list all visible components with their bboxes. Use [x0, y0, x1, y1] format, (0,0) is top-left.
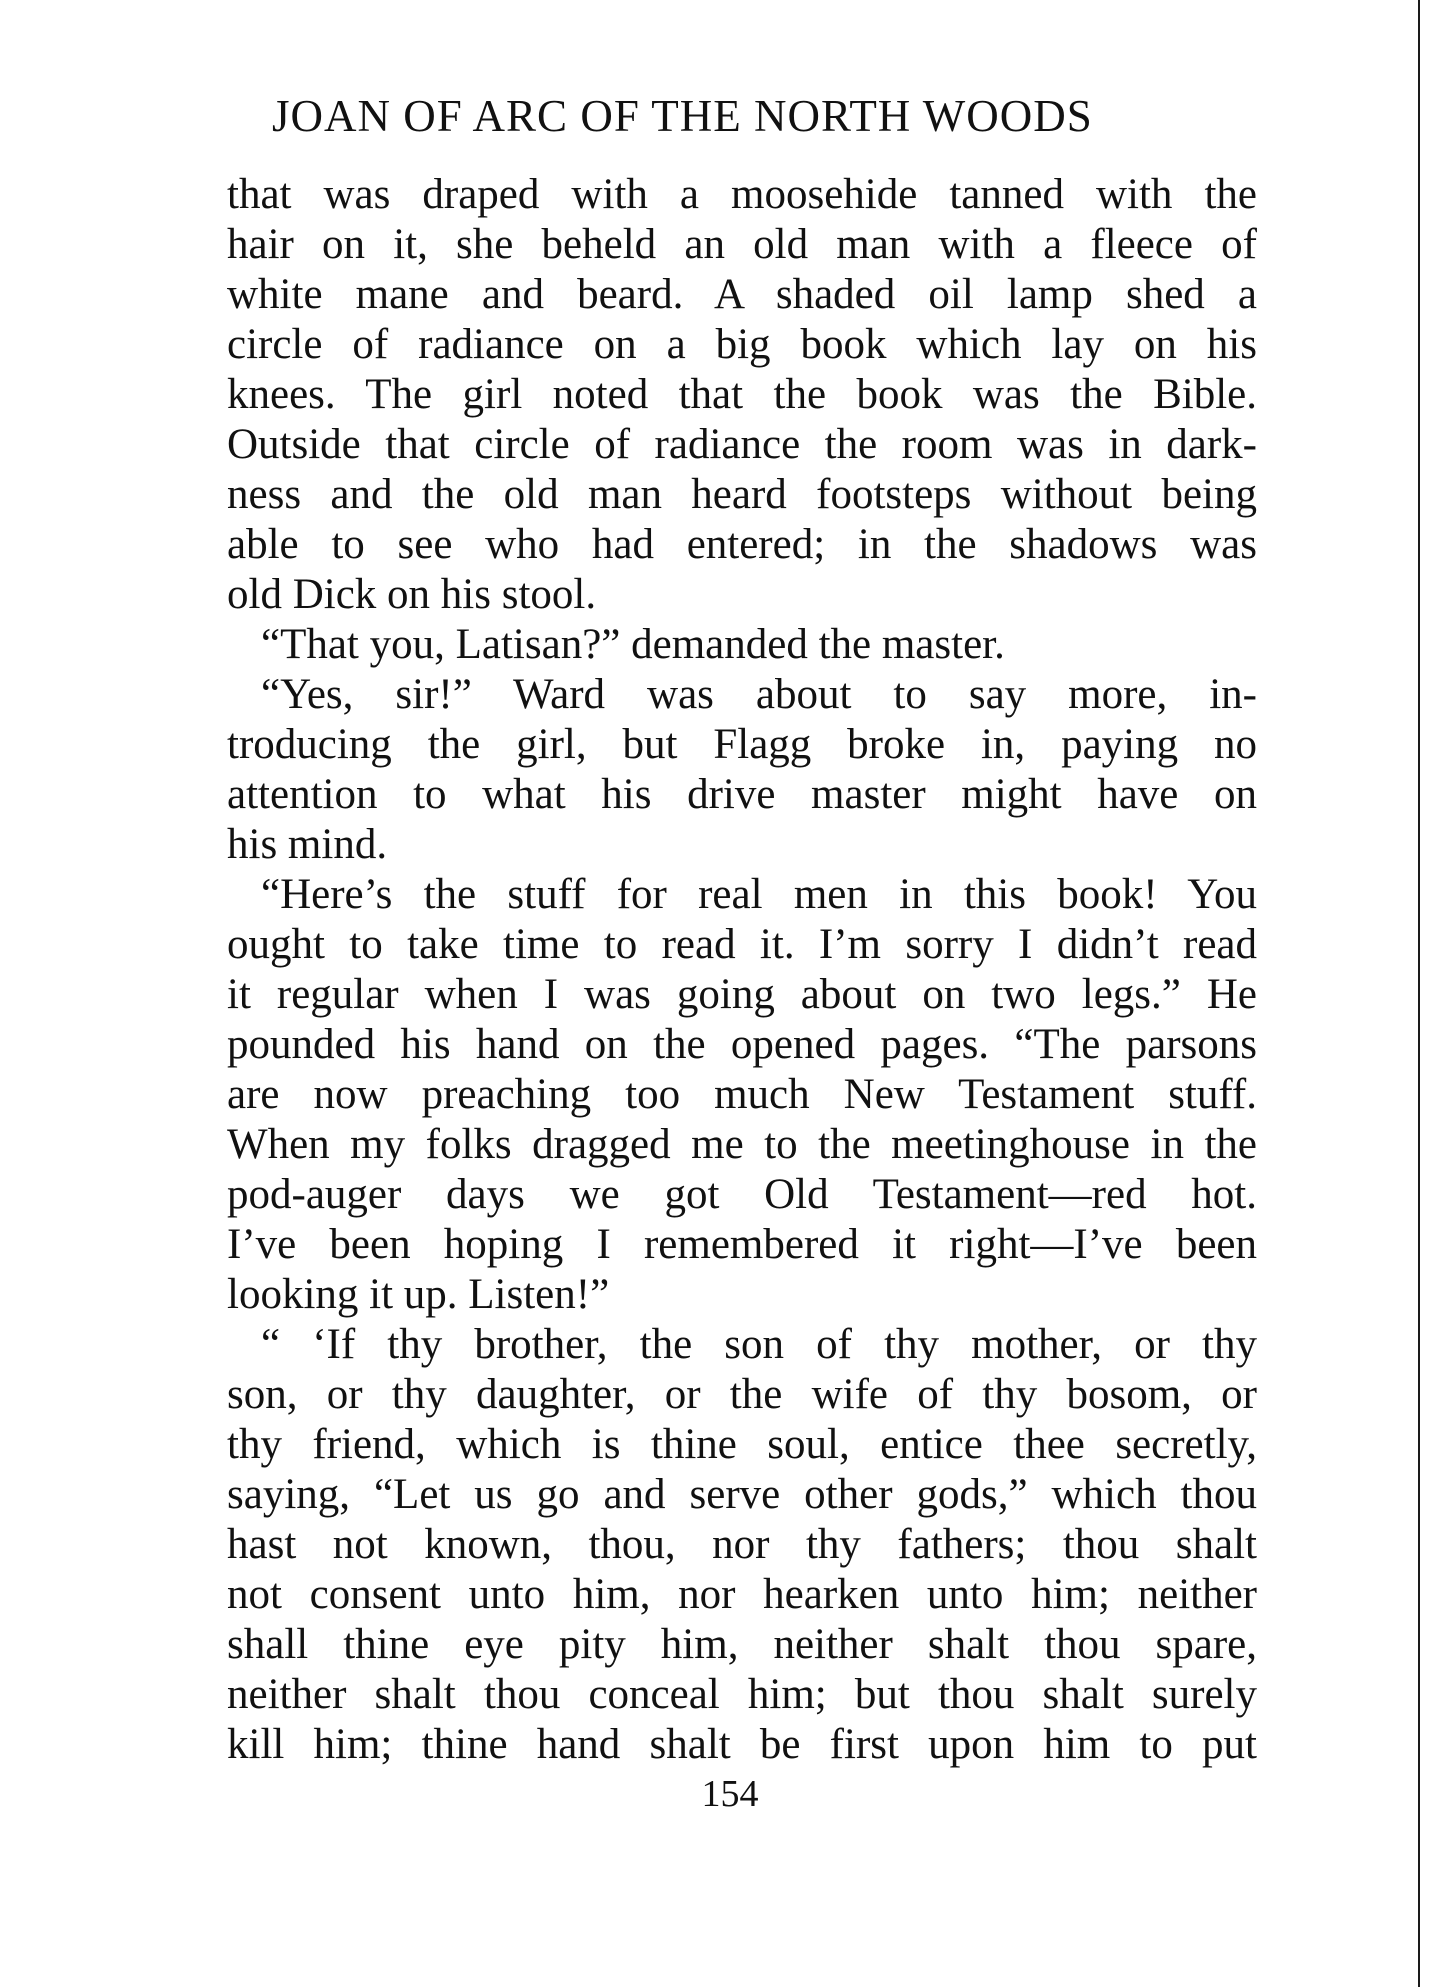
- text-line: pod-auger days we got Old Testament—red hot.: [227, 1171, 1257, 1218]
- page-number: 154: [701, 1773, 759, 1815]
- text-line: “Yes, sir!” Ward was about to say more, in-: [261, 671, 1257, 718]
- text-line: ought to take time to read it. I’m sorry I didn’t read: [227, 921, 1257, 968]
- text-line: not consent unto him, nor hearken unto him; neither: [227, 1571, 1257, 1618]
- text-line: able to see who had entered; in the shadows was: [227, 521, 1257, 568]
- text-line: neither shalt thou conceal him; but thou shalt surely: [227, 1671, 1257, 1718]
- text-line: son, or thy daughter, or the wife of thy bosom, or: [227, 1371, 1257, 1418]
- text-line: saying, “Let us go and serve other gods,” which thou: [227, 1471, 1257, 1518]
- text-line: looking it up. Listen!”: [227, 1271, 610, 1318]
- text-line: old Dick on his stool.: [227, 571, 597, 618]
- text-line: his mind.: [227, 821, 388, 868]
- text-line: are now preaching too much New Testament stuff.: [227, 1071, 1257, 1118]
- body-text: [227, 170, 1257, 1770]
- text-line: circle of radiance on a big book which lay on his: [227, 321, 1257, 368]
- text-line: kill him; thine hand shalt be first upon him to put: [227, 1721, 1257, 1768]
- page-edge-line: [1418, 0, 1420, 1987]
- text-line: “ ‘If thy brother, the son of thy mother, or thy: [261, 1321, 1257, 1368]
- running-title: JOAN OF ARC OF THE NORTH WOODS: [272, 91, 1093, 141]
- text-line: “Here’s the stuff for real men in this book! You: [261, 871, 1257, 918]
- text-line: “That you, Latisan?” demanded the master.: [261, 621, 1005, 668]
- text-line: hair on it, she beheld an old man with a fleece of: [227, 221, 1257, 268]
- text-line: white mane and beard. A shaded oil lamp shed a: [227, 271, 1257, 318]
- text-line: ness and the old man heard footsteps without being: [227, 471, 1257, 518]
- text-line: attention to what his drive master might have on: [227, 771, 1257, 818]
- text-line: knees. The girl noted that the book was the Bible.: [227, 371, 1257, 418]
- text-line: troducing the girl, but Flagg broke in, paying no: [227, 721, 1257, 768]
- text-line: it regular when I was going about on two legs.” He: [227, 971, 1257, 1018]
- text-line: pounded his hand on the opened pages. “The parsons: [227, 1021, 1257, 1068]
- text-line: hast not known, thou, nor thy fathers; thou shalt: [227, 1521, 1257, 1568]
- text-line: Outside that circle of radiance the room was in dark-: [227, 421, 1257, 468]
- text-line: thy friend, which is thine soul, entice thee secretly,: [227, 1421, 1257, 1468]
- text-line: that was draped with a moosehide tanned with the: [227, 171, 1257, 218]
- text-line: When my folks dragged me to the meetinghouse in the: [227, 1121, 1257, 1168]
- text-line: shall thine eye pity him, neither shalt thou spare,: [227, 1621, 1257, 1668]
- text-line: I’ve been hoping I remembered it right—I’ve been: [227, 1221, 1257, 1268]
